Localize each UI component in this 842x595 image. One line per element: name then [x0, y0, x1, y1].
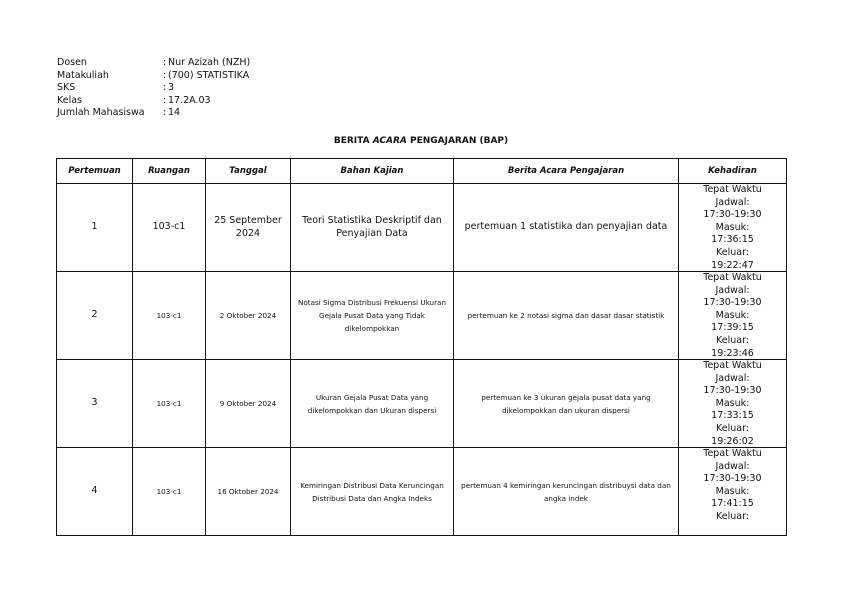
- kehadiran-jadwal: 17:30-19:30: [703, 297, 762, 309]
- table-row: [57, 448, 787, 536]
- info-row-sks: [57, 82, 250, 95]
- dosen-value: Nur Azizah (NZH): [168, 57, 251, 68]
- cell-pertemuan: 4: [57, 448, 133, 536]
- jumlah-separator: :: [163, 107, 167, 119]
- header-bahan-kajian: Bahan Kajian: [291, 159, 454, 184]
- kehadiran-jadwal-label: Jadwal:: [715, 196, 750, 208]
- table-row: [57, 272, 787, 360]
- kehadiran-keluar: 19:23:46: [711, 347, 754, 359]
- cell-pertemuan: 1: [57, 184, 133, 272]
- cell-pertemuan: 3: [57, 360, 133, 448]
- header-pertemuan: Pertemuan: [57, 159, 133, 184]
- kehadiran-jadwal-label: Jadwal:: [715, 372, 750, 384]
- kehadiran-jadwal: 17:30-19:30: [703, 385, 762, 397]
- kehadiran-keluar: 19:22:47: [711, 259, 754, 271]
- cell-kehadiran: [679, 360, 787, 448]
- sks-value: 3: [168, 82, 175, 94]
- cell-kehadiran: [679, 272, 787, 360]
- kehadiran-keluar-label: Keluar:: [715, 510, 750, 522]
- cell-tanggal: 25 September 2024: [206, 184, 291, 272]
- cell-ruangan: 103-c1: [133, 448, 206, 536]
- table-row: [57, 360, 787, 448]
- table-row: [57, 184, 787, 272]
- cell-tanggal: 9 Oktober 2024: [206, 360, 291, 448]
- kelas-label: Kelas: [57, 94, 83, 106]
- cell-bahan-kajian: Teori Statistika Deskriptif dan Penyajian Data: [291, 184, 454, 272]
- kehadiran-masuk: 17:36:15: [711, 234, 754, 246]
- kehadiran-status: Tepat Waktu: [703, 184, 762, 195]
- cell-tanggal: 2 Oktober 2024: [206, 272, 291, 360]
- title-suffix: PENGAJARAN (BAP): [406, 136, 509, 146]
- kehadiran-masuk-label: Masuk:: [715, 309, 750, 321]
- sks-label: SKS: [57, 82, 76, 94]
- kehadiran-masuk-label: Masuk:: [715, 221, 750, 233]
- kehadiran-jadwal-label: Jadwal:: [715, 284, 750, 296]
- cell-berita-acara: pertemuan 4 kemiringan keruncingan distribuysi data dan angka indek: [454, 448, 679, 536]
- cell-berita-acara: pertemuan ke 3 ukuran gejala pusat data yang dikelompokkan dan ukuran dispersi: [454, 360, 679, 448]
- kehadiran-masuk: 17:39:15: [711, 322, 754, 334]
- info-row-jumlah: [57, 107, 250, 120]
- dosen-label: Dosen: [57, 57, 87, 68]
- cell-bahan-kajian: Ukuran Gejala Pusat Data yang dikelompokkan dan Ukuran dispersi: [291, 360, 454, 448]
- jumlah-label: Jumlah Mahasiswa: [57, 107, 145, 119]
- header-berita-acara: Berita Acara Pengajaran: [454, 159, 679, 184]
- dosen-separator: :: [163, 57, 167, 68]
- table-header-row: [57, 159, 787, 184]
- kehadiran-masuk: 17:33:15: [711, 410, 754, 422]
- kehadiran-keluar-label: Keluar:: [715, 422, 750, 434]
- matakuliah-value: (700) STATISTIKA: [168, 69, 250, 81]
- title-prefix: BERITA: [333, 136, 373, 146]
- cell-ruangan: 103-c1: [133, 184, 206, 272]
- cell-bahan-kajian: Kemiringan Distribusi Data Keruncingan Distribusi Data dan Angka Indeks: [291, 448, 454, 536]
- cell-berita-acara: pertemuan 1 statistika dan penyajian data: [454, 184, 679, 272]
- info-row-matakuliah: [57, 70, 250, 83]
- cell-bahan-kajian: Notasi Sigma Distribusi Frekuensi Ukuran Gejala Pusat Data yang Tidak dikelompokkan: [291, 272, 454, 360]
- cell-ruangan: 103-c1: [133, 272, 206, 360]
- sks-separator: :: [163, 82, 167, 94]
- title-italic: ACARA: [372, 136, 407, 146]
- cell-tanggal: 16 Oktober 2024: [206, 448, 291, 536]
- matakuliah-separator: :: [163, 69, 167, 81]
- bap-table: [56, 158, 787, 536]
- cell-kehadiran: [679, 448, 787, 536]
- kehadiran-keluar-label: Keluar:: [715, 246, 750, 258]
- jumlah-value: 14: [168, 107, 181, 119]
- header-kehadiran: Kehadiran: [679, 159, 787, 184]
- info-row-kelas: [57, 95, 250, 108]
- kehadiran-status: Tepat Waktu: [703, 272, 762, 283]
- kehadiran-status: Tepat Waktu: [703, 448, 762, 459]
- kehadiran-masuk-label: Masuk:: [715, 485, 750, 497]
- kehadiran-keluar-label: Keluar:: [715, 334, 750, 346]
- header-ruangan: Ruangan: [133, 159, 206, 184]
- kelas-value: 17.2A.03: [168, 94, 211, 106]
- cell-kehadiran: [679, 184, 787, 272]
- course-info: [57, 57, 250, 120]
- kehadiran-masuk-label: Masuk:: [715, 397, 750, 409]
- kehadiran-keluar: 19:26:02: [711, 435, 754, 447]
- header-tanggal: Tanggal: [206, 159, 291, 184]
- cell-ruangan: 103-c1: [133, 360, 206, 448]
- cell-pertemuan: 2: [57, 272, 133, 360]
- kehadiran-jadwal-label: Jadwal:: [715, 460, 750, 472]
- kelas-separator: :: [163, 94, 167, 106]
- kehadiran-masuk: 17:41:15: [711, 498, 754, 510]
- info-row-dosen: [57, 57, 250, 70]
- kehadiran-status: Tepat Waktu: [703, 360, 762, 371]
- document-title: [0, 136, 842, 146]
- cell-berita-acara: pertemuan ke 2 notasi sigma dan dasar dasar statistik: [454, 272, 679, 360]
- kehadiran-jadwal: 17:30-19:30: [703, 473, 762, 485]
- kehadiran-jadwal: 17:30-19:30: [703, 209, 762, 221]
- matakuliah-label: Matakuliah: [57, 69, 109, 81]
